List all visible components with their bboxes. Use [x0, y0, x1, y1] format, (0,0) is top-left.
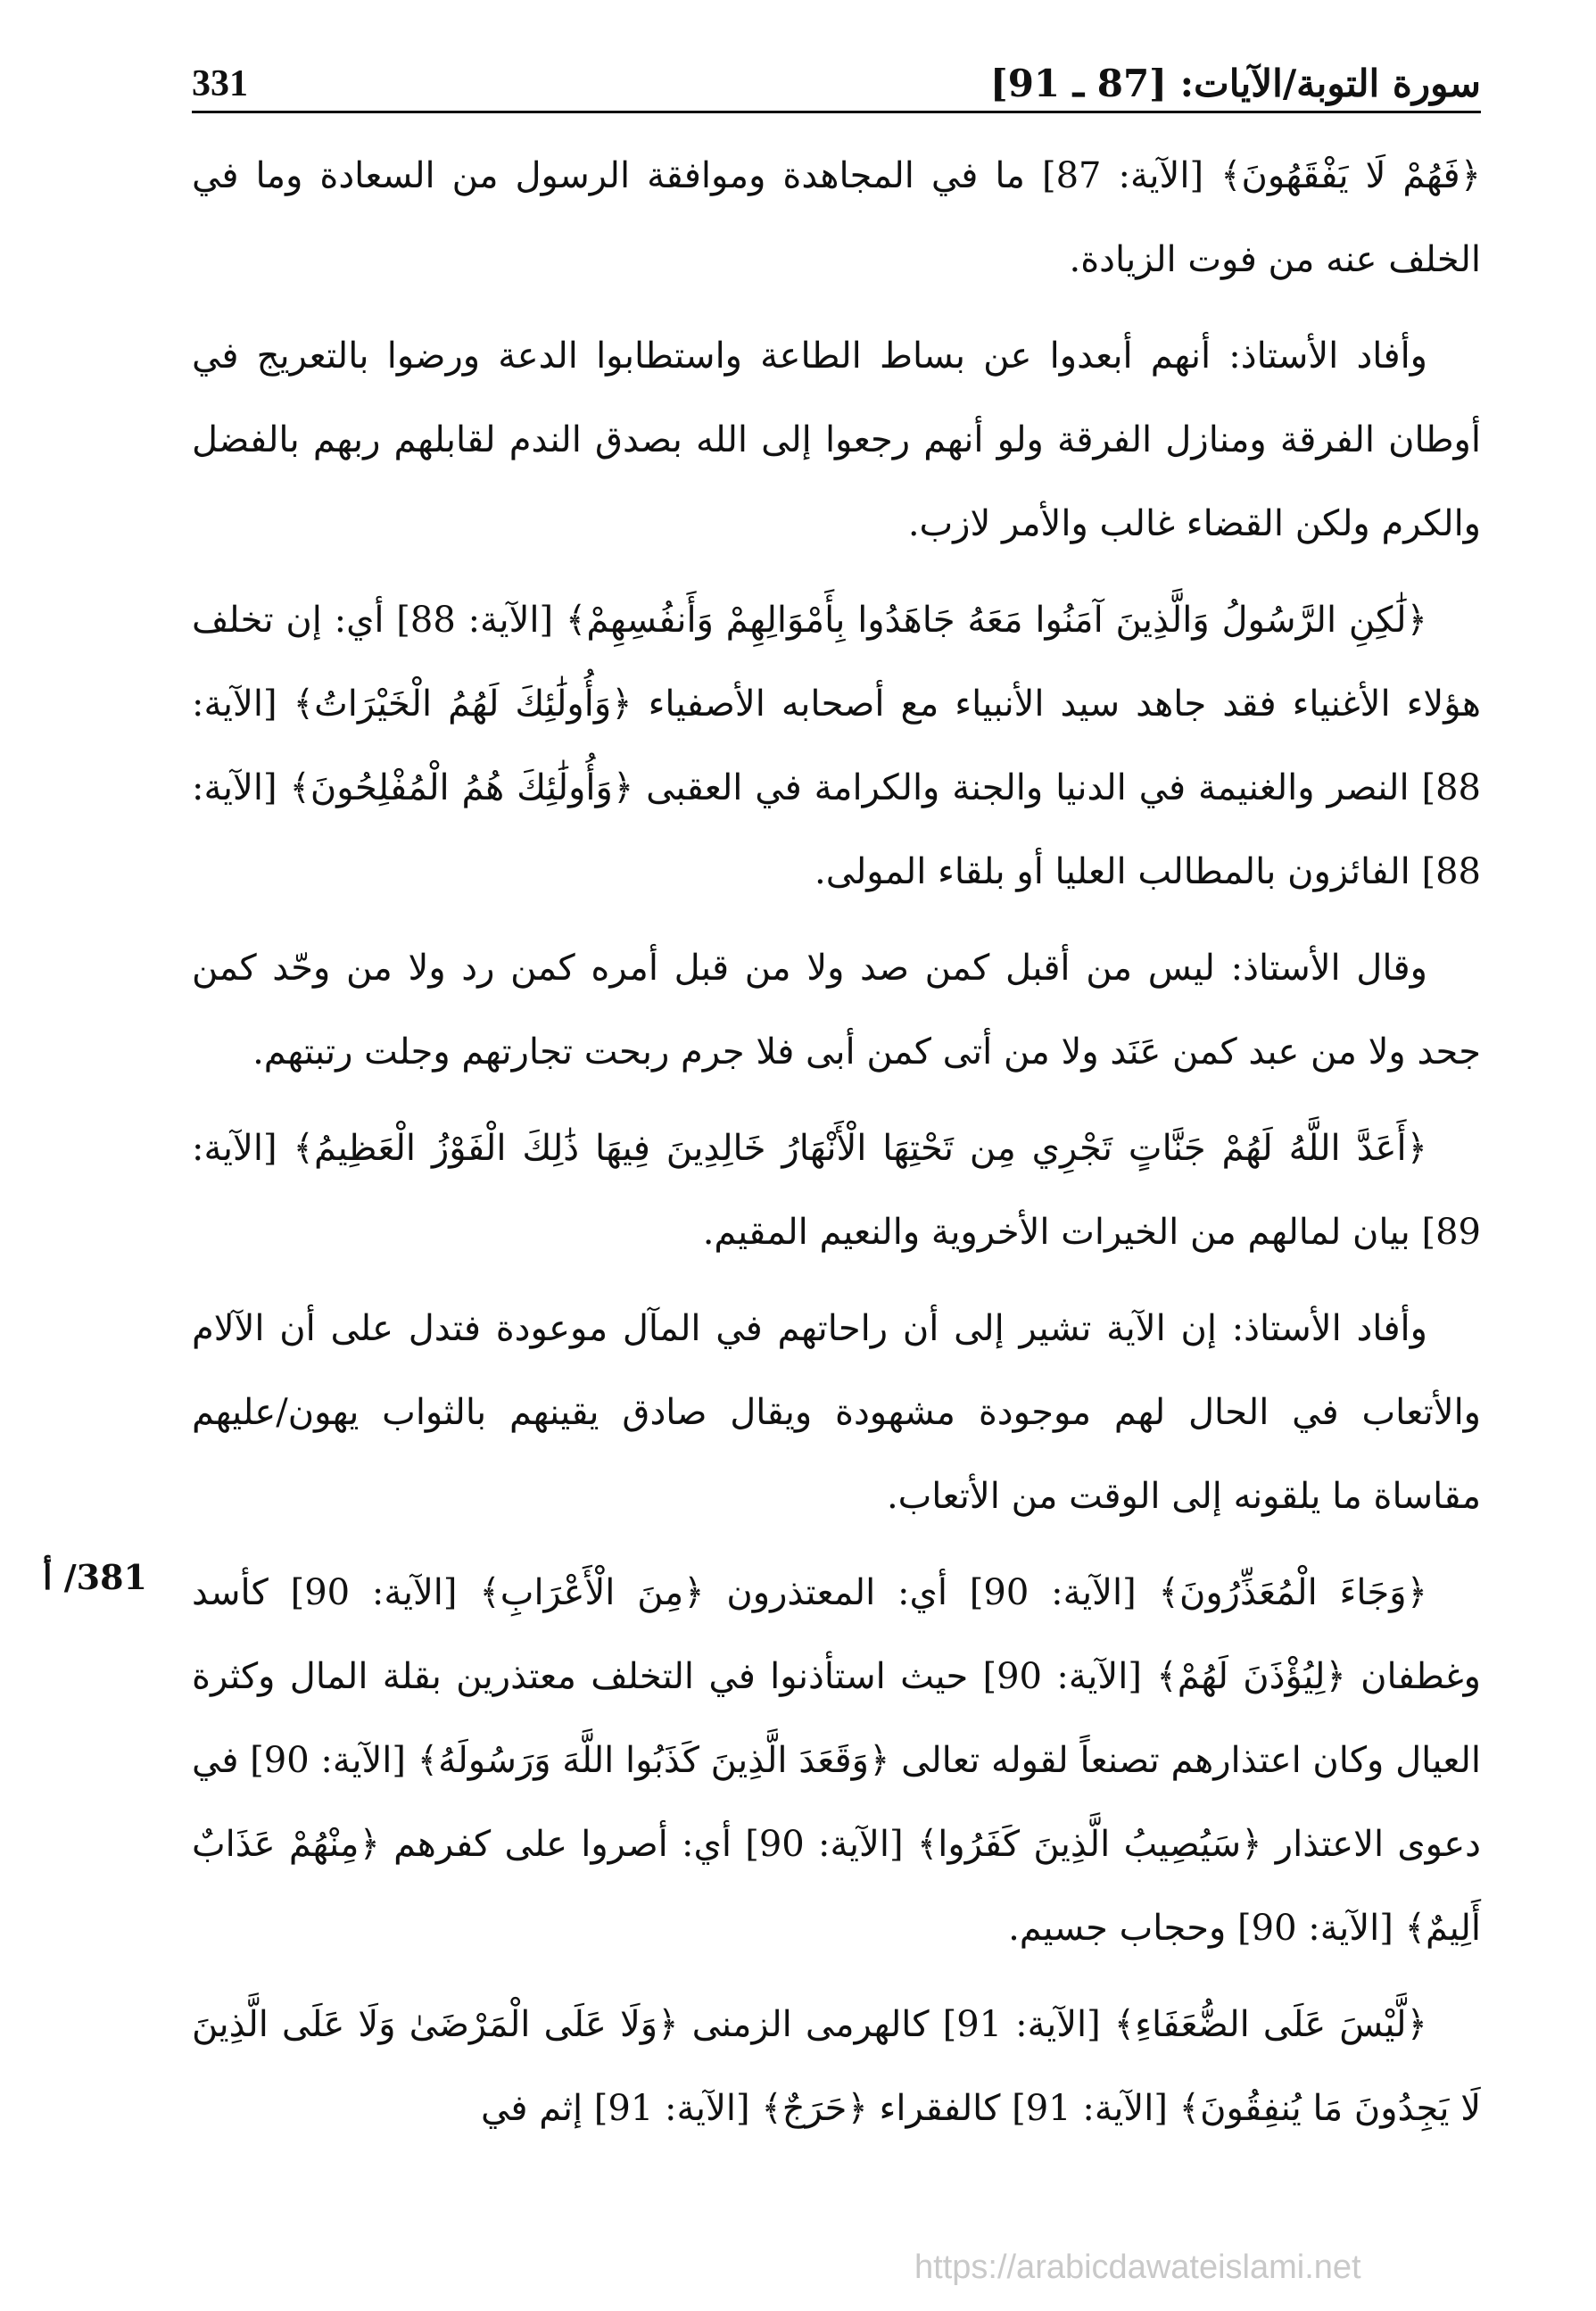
running-title: سورة التوبة/الآيات: [87 ـ 91]	[989, 62, 1481, 105]
paragraph: ﴿وَجَاءَ الْمُعَذِّرُونَ﴾ [الآية: 90] أي: المعتذرون ﴿مِنَ الْأَعْرَابِ﴾ [الآية: 90] كأسد وغطفان ﴿لِيُؤْذَنَ لَهُمْ﴾ [الآية: 90] حيث استأذنوا في التخلف معتذرين بقلة المال وكثرة العيال وكان اعتذارهم تصنعاً لقوله تعالى ﴿وَقَعَدَ الَّذِينَ كَذَبُوا اللَّهَ وَرَسُولَهُ﴾ [الآية: 90] في دعوى الاعتذار ﴿سَيُصِيبُ الَّذِينَ كَفَرُوا﴾ [الآية: 90] أي: أصروا على كفرهم ﴿مِنْهُمْ عَذَابٌ أَلِيمٌ﴾ [الآية: 90] وحجاب جسيم.	[192, 1572, 1481, 1949]
paragraph: وأفاد الأستاذ: إن الآية تشير إلى أن راحاتهم في المآل موعودة فتدل على أن الآلام والأتعاب في الحال لهم موجودة مشهودة ويقال صادق يقينهم بالثواب يهون/عليهم مقاساة ما يلقونه إلى الوقت من الأتعاب.	[192, 1308, 1481, 1517]
paragraph: ﴿أَعَدَّ اللَّهُ لَهُمْ جَنَّاتٍ تَجْرِي مِن تَحْتِهَا الْأَنْهَارُ خَالِدِينَ فِيهَا ذَٰلِكَ الْفَوْزُ الْعَظِيمُ﴾ [الآية: 89] بيان لمالهم من الخيرات الأخروية والنعيم المقيم.	[192, 1128, 1481, 1253]
page-header	[192, 43, 1481, 105]
paragraph: وأفاد الأستاذ: أنهم أبعدوا عن بساط الطاعة واستطابوا الدعة ورضوا بالتعريج في أوطان الفرقة ومنازل الفرقة ولو أنهم رجعوا إلى الله بصدق الندم لقابلهم ربهم بالفضل والكرم ولكن القضاء غالب والأمر لازب.	[192, 335, 1481, 544]
paragraph: ﴿لَٰكِنِ الرَّسُولُ وَالَّذِينَ آمَنُوا مَعَهُ جَاهَدُوا بِأَمْوَالِهِمْ وَأَنفُسِهِمْ﴾ [الآية: 88] أي: إن تخلف هؤلاء الأغنياء فقد جاهد سيد الأنبياء مع أصحابه الأصفياء ﴿وَأُولَٰئِكَ لَهُمُ الْخَيْرَاتُ﴾ [الآية: 88] النصر والغنيمة في الدنيا والجنة والكرامة في العقبى ﴿وَأُولَٰئِكَ هُمُ الْمُفْلِحُونَ﴾ [الآية: 88] الفائزون بالمطالب العليا أو بلقاء المولى.	[192, 600, 1481, 892]
paragraph: وقال الأستاذ: ليس من أقبل كمن صد ولا من قبل أمره كمن رد ولا من وحّد كمن جحد ولا من عبد كمن عَنَد ولا من أتى كمن أبى فلا جرم ربحت تجارتهم وجلت رتبتهم.	[192, 948, 1481, 1073]
page-number: 331	[192, 63, 248, 104]
watermark-url: https://arabicdawateislami.net	[914, 2249, 1361, 2286]
paragraph: ﴿لَّيْسَ عَلَى الضُّعَفَاءِ﴾ [الآية: 91] كالهرمى الزمنى ﴿وَلَا عَلَى الْمَرْضَىٰ وَلَا عَلَى الَّذِينَ لَا يَجِدُونَ مَا يُنفِقُونَ﴾ [الآية: 91] كالفقراء ﴿حَرَجٌ﴾ [الآية: 91] إثم في	[192, 2004, 1481, 2129]
paragraph: ﴿فَهُمْ لَا يَفْقَهُونَ﴾ [الآية: 87] ما في المجاهدة وموافقة الرسول من السعادة وما في الخلف عنه من فوت الزيادة.	[192, 155, 1482, 280]
header-rule	[192, 111, 1481, 113]
body-text	[192, 134, 1481, 2163]
manuscript-folio-note: 381/ أ	[43, 1557, 147, 1597]
